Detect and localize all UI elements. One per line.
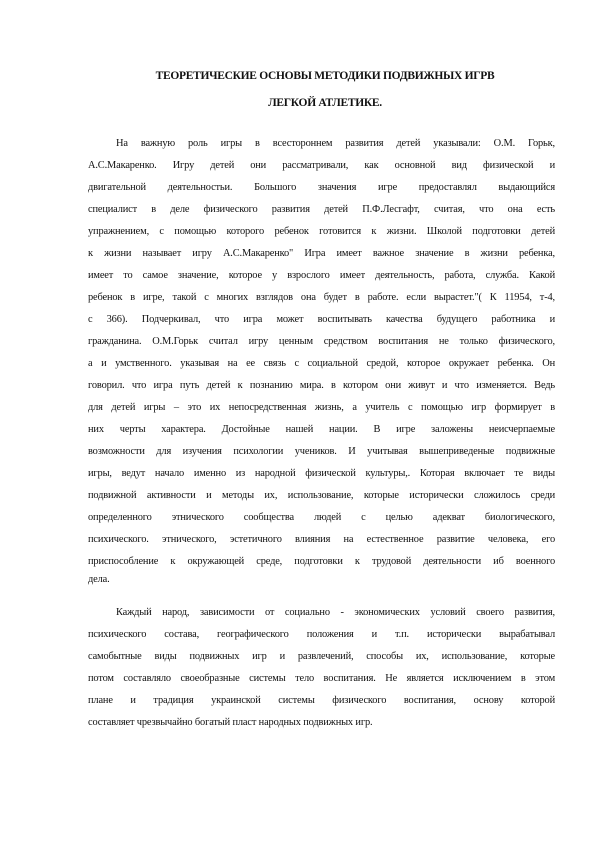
paragraph-line: подвижной активности и методы их, использование, которые исторически сложилось среди xyxy=(88,490,555,501)
paragraph-line: психического состава, географического положения и т.п. исторически вырабатывал xyxy=(88,629,555,640)
paragraph-line: составляет чрезвычайно богатый пласт народных подвижных игр. xyxy=(88,717,373,728)
paragraph-line: а и умственного. указывая на ее связь с социальной средой, которое окружает ребенка. Он xyxy=(88,358,555,369)
paragraph-line: имеет то самое значение, которое у взрослого имеет деятельность, работа, служба. Какой xyxy=(88,270,555,281)
paragraph-line: Каждый народ, зависимости от социально - экономических условий своего развития, xyxy=(116,607,555,618)
paragraph-line: На важную роль игры в всестороннем развития детей указывали: О.М. Горьк, xyxy=(116,138,555,149)
paragraph-line: двигательной деятельностьи. Большого значения игре предоставлял выдающийся xyxy=(88,182,555,193)
paragraph-line: потом составляло своеобразные системы тело воспитания. Не является исключением в этом xyxy=(88,673,555,684)
paragraph-line: психического. этнического, эстетичного влияния на естественное развитие человека, его xyxy=(88,534,555,545)
paragraph-line: самобытные виды подвижных игр и развлечений, способы их, использование, которые xyxy=(88,651,555,662)
paragraph-line: плане и традиция украинской системы физического воспитания, основу которой xyxy=(88,695,555,706)
paragraph-line: А.С.Макаренко. Игру детей они рассматривали, как основной вид физической и xyxy=(88,160,555,171)
paragraph-line: игры, ведут начало именно из народной физической культуры,. Которая включает те виды xyxy=(88,468,555,479)
paragraph-line: говорил. что игра путь детей к познанию мира. в котором они живут и что изменяется. Ведь xyxy=(88,380,555,391)
paragraph-line: приспособление к окружающей среде, подготовки к трудовой деятельности иб военного xyxy=(88,556,555,567)
paragraph-line: к жизни называет игру А.С.Макаренко" Игра имеет важное значение в жизни ребенка, xyxy=(88,248,555,259)
paragraph-line: специалист в деле физического развития детей П.Ф.Лесгафт, считая, что она есть xyxy=(88,204,555,215)
paragraph-line: с 366). Подчеркивал, что игра может воспитывать качества будущего работника и xyxy=(88,314,555,325)
paragraph-line: дела. xyxy=(88,574,110,585)
paragraph-line: возможности для изучения психологии учеников. И учитывая вышеприведеные подвижные xyxy=(88,446,555,457)
paragraph-line: гражданина. О.М.Горьк считал игру ценным средством воспитания не только физического, xyxy=(88,336,555,347)
paragraph-line: ребенок в игре, такой с многих взглядов она будет в работе. если вырастет."( К 11954, т-4, xyxy=(88,292,555,303)
document-title-line-2: ЛЕГКОЙ АТЛЕТИКЕ. xyxy=(268,97,382,109)
paragraph-line: для детей игры – это их непосредственная жизнь, а учитель с помощью игр формирует в xyxy=(88,402,555,413)
paragraph-line: определенного этнического сообщества людей с целью адекват биологического, xyxy=(88,512,555,523)
paragraph-line: них черты характера. Достойные нашей нации. В игре заложены неисчерпаемые xyxy=(88,424,555,435)
document-title-line-1: ТЕОРЕТИЧЕСКИЕ ОСНОВЫ МЕТОДИКИ ПОДВИЖНЫХ ИГРВ xyxy=(155,70,495,82)
paragraph-line: упражнением, с помощью которого ребенок готовится к жизни. Школой подготовки детей xyxy=(88,226,555,237)
